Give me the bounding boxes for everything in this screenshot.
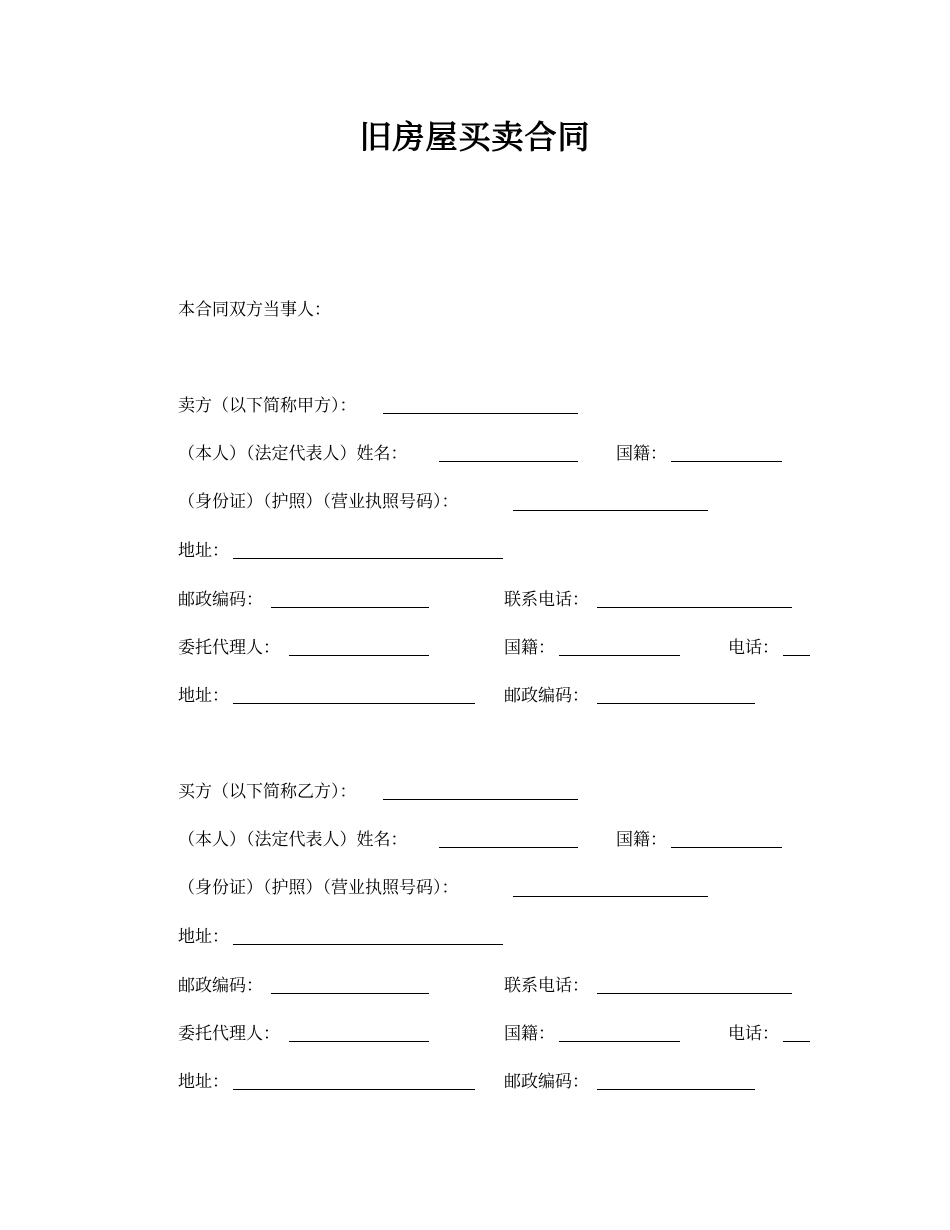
seller-nationality-label: 国籍：: [616, 444, 667, 464]
buyer-person-name-blank[interactable]: [439, 847, 578, 848]
seller-name-blank[interactable]: [383, 413, 578, 414]
buyer-agent-address-blank[interactable]: [233, 1089, 475, 1090]
buyer-agent-phone-label: 电话：: [728, 1024, 779, 1044]
seller-address-label: 地址：: [178, 541, 229, 561]
buyer-postcode-blank[interactable]: [271, 993, 429, 994]
buyer-heading: 买方（以下简称乙方）：: [178, 782, 357, 802]
seller-nationality-blank[interactable]: [671, 461, 782, 462]
seller-id-blank[interactable]: [513, 510, 708, 511]
buyer-nationality-label: 国籍：: [616, 830, 667, 850]
seller-person-name-label: （本人）（法定代表人）姓名：: [178, 444, 408, 464]
buyer-agent-nationality-label: 国籍：: [504, 1024, 555, 1044]
buyer-name-blank[interactable]: [383, 799, 578, 800]
seller-agent-label: 委托代理人：: [178, 638, 280, 658]
buyer-person-name-label: （本人）（法定代表人）姓名：: [178, 830, 408, 850]
seller-phone-label: 联系电话：: [504, 590, 589, 610]
seller-postcode-blank[interactable]: [271, 607, 429, 608]
seller-agent-postcode-blank[interactable]: [597, 703, 755, 704]
seller-agent-phone-label: 电话：: [728, 638, 779, 658]
seller-agent-blank[interactable]: [289, 655, 429, 656]
document-title: 旧房屋买卖合同: [359, 118, 591, 156]
buyer-agent-phone-blank[interactable]: [783, 1041, 810, 1042]
buyer-agent-label: 委托代理人：: [178, 1024, 280, 1044]
seller-address-blank[interactable]: [233, 558, 503, 559]
buyer-agent-postcode-blank[interactable]: [597, 1089, 755, 1090]
seller-agent-postcode-label: 邮政编码：: [504, 686, 589, 706]
seller-phone-blank[interactable]: [597, 607, 792, 608]
buyer-postcode-label: 邮政编码：: [178, 976, 263, 996]
buyer-nationality-blank[interactable]: [671, 847, 782, 848]
buyer-phone-label: 联系电话：: [504, 976, 589, 996]
seller-agent-address-blank[interactable]: [233, 703, 475, 704]
buyer-phone-blank[interactable]: [597, 993, 792, 994]
seller-agent-nationality-blank[interactable]: [559, 655, 680, 656]
buyer-id-label: （身份证）（护照）（营业执照号码）：: [178, 878, 459, 898]
buyer-agent-nationality-blank[interactable]: [559, 1041, 680, 1042]
seller-postcode-label: 邮政编码：: [178, 590, 263, 610]
seller-person-name-blank[interactable]: [439, 461, 578, 462]
buyer-agent-postcode-label: 邮政编码：: [504, 1072, 589, 1092]
buyer-address-label: 地址：: [178, 927, 229, 947]
buyer-id-blank[interactable]: [513, 896, 708, 897]
buyer-agent-address-label: 地址：: [178, 1072, 229, 1092]
buyer-agent-blank[interactable]: [289, 1041, 429, 1042]
seller-agent-phone-blank[interactable]: [783, 655, 810, 656]
buyer-address-blank[interactable]: [233, 944, 503, 945]
intro-text: 本合同双方当事人：: [178, 300, 331, 320]
seller-id-label: （身份证）（护照）（营业执照号码）：: [178, 492, 459, 512]
seller-agent-address-label: 地址：: [178, 686, 229, 706]
seller-agent-nationality-label: 国籍：: [504, 638, 555, 658]
seller-heading: 卖方（以下简称甲方）：: [178, 396, 357, 416]
